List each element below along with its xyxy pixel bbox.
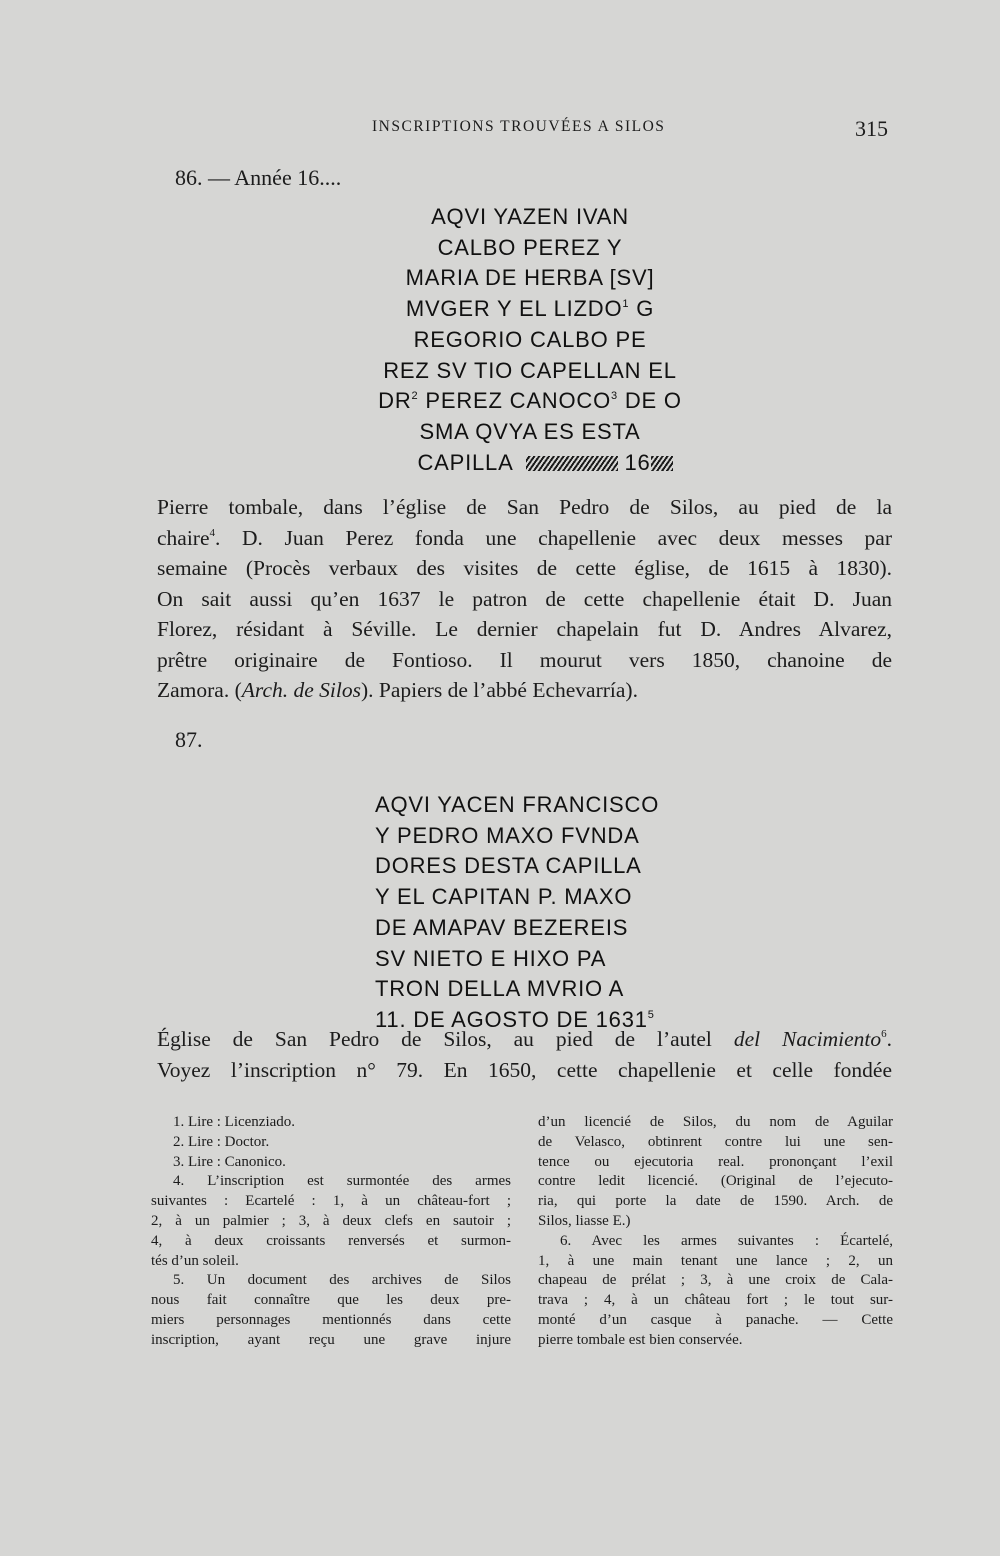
footnote-line: tés d’un soleil. (151, 1252, 239, 1269)
inscription-line: CAPILLA 16 (360, 448, 700, 479)
footnote-line: chapeau de prélat ; 3, à une croix de Cala- (538, 1272, 893, 1289)
footnote-line: ria, qui porte la date de 1590. Arch. de (538, 1193, 893, 1210)
footnote-line: trava ; 4, à un château fort ; le tout sur- (538, 1292, 893, 1309)
inscription-line: Y EL CAPITAN P. MAXO (375, 884, 633, 910)
footnote-line: monté d’un casque à panache. — Cette (538, 1311, 893, 1328)
text-line: chaire$^4$. D. Juan Perez fonda une chapellenie avec deux messes par (157, 525, 892, 550)
footnote-ref: 4 (209, 526, 216, 539)
footnote-line: de Velasco, obtinrent contre lui une sen- (538, 1133, 893, 1150)
footnote-line: pierre tombale est bien conservée. (538, 1331, 743, 1348)
footnote-line: 6. Avec les armes suivantes : Écartelé, (560, 1232, 893, 1249)
footnote-line: 4, à deux croissants renversés et surmon- (151, 1232, 511, 1249)
footnote-line: 1, à une main tenant une lance ; 2, un (538, 1252, 893, 1269)
footnote-line: 2, à un palmier ; 3, à deux clefs en sautoir ; (151, 1212, 511, 1229)
inscription-line: AQVI YACEN FRANCISCO (375, 792, 660, 817)
erased-text-mark (526, 456, 618, 471)
text-line: On sait aussi qu’en 1637 le patron de cette chapellenie était D. Juan (157, 586, 892, 611)
footnote-line: d’un licencié de Silos, du nom de Aguilar (538, 1114, 893, 1130)
inscription-line: AQVI YAZEN IVAN (431, 204, 629, 229)
inscription-line: MVGER Y EL LIZDO$^1$ G (405, 296, 655, 322)
entry-87-commentary (157, 1024, 892, 1085)
footnote-ref: 3 (611, 390, 618, 403)
inscription-86 (360, 202, 700, 478)
footnote-line: 1. Lire : Licenziado. (173, 1114, 296, 1130)
text-line: prêtre originaire de Fontioso. Il mourut vers 1850, chanoine de (157, 647, 892, 672)
text-line: semaine (Procès verbaux des visites de cette église, de 1615 à 1830). (157, 556, 892, 580)
footnote-line: miers personnages mentionnés dans cette (151, 1311, 511, 1328)
footnote-ref: 5 (647, 1008, 655, 1021)
inscription-line: MARIA DE HERBA [SV] (405, 265, 655, 291)
inscription-line: DE AMAPAV BEZEREIS (375, 914, 629, 940)
inscription-line: SMA QVYA ES ESTA (419, 418, 641, 444)
footnote-ref: 2 (411, 390, 419, 403)
footnotes-right-column (538, 1113, 893, 1351)
footnote-line: tence ou ejecutoria real. prononçant l’exil (538, 1153, 893, 1170)
footnote-ref: 6 (881, 1028, 887, 1040)
page-number: 315 (855, 116, 888, 141)
inscription-line: REGORIO CALBO PE (413, 326, 647, 352)
text-line: Voyez l’inscription n° 79. En 1650, cette chapellenie et celle fondée (157, 1057, 892, 1082)
entry-87-heading: 87. (175, 727, 203, 752)
text-line: Pierre tombale, dans l’église de San Pedro de Silos, au pied de la (157, 495, 892, 519)
footnote-line: inscription, ayant reçu une grave injure (151, 1331, 511, 1348)
footnote-line: 5. Un document des archives de Silos (173, 1272, 511, 1289)
footnote-line: contre ledit licencié. (Original de l’ejecuto- (538, 1173, 893, 1190)
erased-text-mark (651, 456, 673, 471)
entry-86-commentary (157, 492, 892, 706)
inscription-87 (375, 790, 659, 1036)
inscription-line: REZ SV TIO CAPELLAN EL (383, 357, 677, 383)
inscription-line: SV NIETO E HIXO PA (375, 945, 607, 971)
footnote-line: Silos, liasse E.) (538, 1212, 631, 1229)
inscription-line: CALBO PEREZ Y (437, 234, 623, 260)
footnote-line: 3. Lire : Canonico. (173, 1153, 286, 1170)
inscription-line: TRON DELLA MVRIO A (375, 976, 625, 1002)
footnote-line: 4. L’inscription est surmontée des armes (173, 1173, 511, 1190)
inscription-line: Y PEDRO MAXO FVNDA (375, 822, 640, 848)
text-line: Florez, résidant à Séville. Le dernier chapelain fut D. Andres Alvarez, (157, 617, 892, 641)
footnotes-left-column (151, 1113, 511, 1351)
inscription-line: DORES DESTA CAPILLA (375, 853, 642, 879)
footnote-line: nous fait connaître que les deux pre- (151, 1292, 511, 1309)
page-header (0, 116, 1000, 142)
running-title: INSCRIPTIONS TROUVÉES A SILOS (372, 118, 666, 135)
footnote-ref: 1 (622, 298, 630, 311)
text-line: Zamora. (Arch. de Silos). Papiers de l’abbé Echevarría). (157, 678, 638, 702)
text-line: Église de San Pedro de Silos, au pied de l’autel del Nacimiento$^6$. (157, 1027, 892, 1051)
entry-86-heading: 86. — Année 16.... (175, 165, 342, 190)
inscription-line: 11. DE AGOSTO DE 1631$^5$ (375, 1006, 655, 1032)
footnote-line: 2. Lire : Doctor. (173, 1133, 270, 1150)
footnote-line: suivantes : Ecartelé : 1, à un château-fort ; (151, 1193, 511, 1210)
inscription-line: $DR^2$ PEREZ CANOCO$^3$ DE O (378, 388, 682, 414)
